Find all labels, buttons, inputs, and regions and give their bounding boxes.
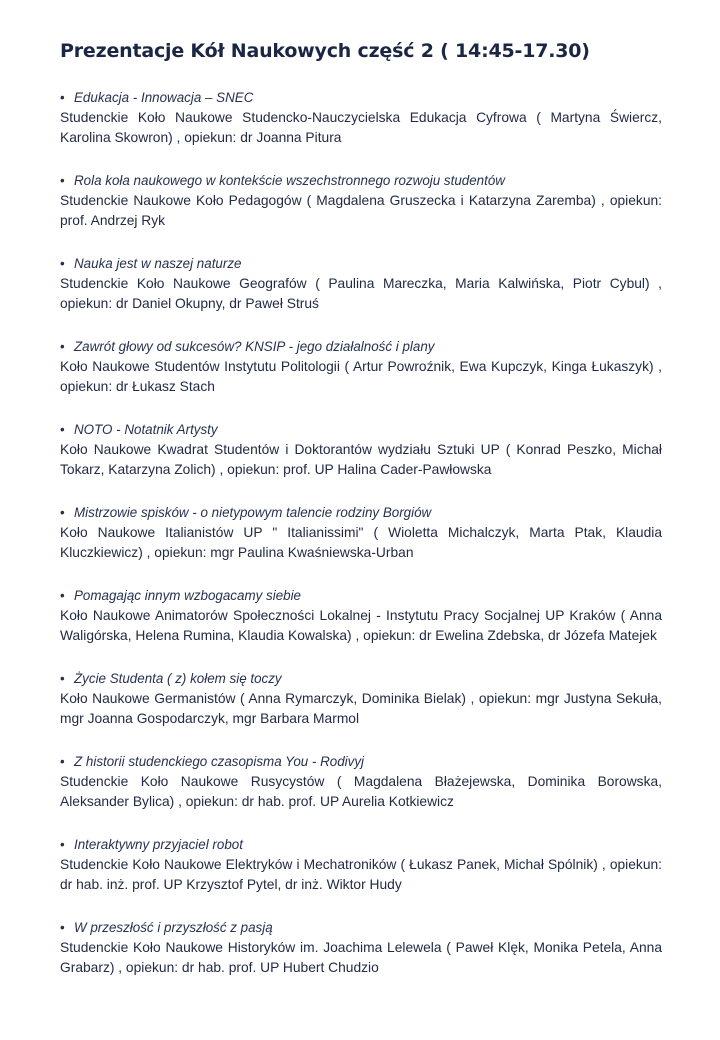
- presentation-topic-text: W przeszłość i przyszłość z pasją: [74, 920, 273, 935]
- presentation-item: [60, 752, 662, 812]
- presentation-item: [60, 254, 662, 314]
- presentation-item: [60, 669, 662, 729]
- bullet-icon: •: [60, 256, 65, 271]
- presentation-item: [60, 337, 662, 397]
- document-page: [60, 40, 662, 1001]
- presentation-description: Studenckie Koło Naukowe Geografów ( Paulina Mareczka, Maria Kalwińska, Piotr Cybul) , opiekun: dr Daniel Okupny, dr Paweł Struś: [60, 276, 662, 311]
- bullet-icon: •: [60, 754, 65, 769]
- presentation-topic: [60, 586, 662, 606]
- presentation-description: Koło Naukowe Germanistów ( Anna Rymarczyk, Dominika Bielak) , opiekun: mgr Justyna Sekuła, mgr Joanna Gospodarczyk, mgr Barbara Marmol: [60, 691, 662, 726]
- page-title: Prezentacje Kół Naukowych część 2 ( 14:45-17.30): [60, 40, 590, 62]
- presentation-topic-text: Mistrzowie spisków - o nietypowym talencie rodziny Borgiów: [74, 505, 432, 520]
- presentation-topic: [60, 752, 662, 772]
- presentation-item: [60, 88, 662, 148]
- presentation-item: [60, 586, 662, 646]
- presentation-description: Studenckie Koło Naukowe Rusycystów ( Magdalena Błażejewska, Dominika Borowska, Aleksander Bylica) , opiekun: dr hab. prof. UP Aurelia Kotkiewicz: [60, 774, 662, 809]
- presentation-description: Koło Naukowe Studentów Instytutu Politologii ( Artur Powroźnik, Ewa Kupczyk, Kinga Łukaszyk) , opiekun: dr Łukasz Stach: [60, 359, 662, 394]
- presentation-item: [60, 420, 662, 480]
- presentation-item: [60, 503, 662, 563]
- presentation-topic-text: NOTO - Notatnik Artysty: [74, 422, 218, 437]
- presentation-topic: [60, 669, 662, 689]
- presentation-description: Koło Naukowe Italianistów UP " Italianissimi" ( Wioletta Michalczyk, Marta Ptak, Klaudia Kluczkiewicz) , opiekun: mgr Paulina Kwaśniewska-Urban: [60, 525, 662, 560]
- presentation-topic-text: Nauka jest w naszej naturze: [74, 256, 242, 271]
- presentation-topic-text: Rola koła naukowego w kontekście wszechstronnego rozwoju studentów: [74, 173, 505, 188]
- presentation-item: [60, 835, 662, 895]
- bullet-icon: •: [60, 339, 65, 354]
- presentation-topic-text: Edukacja - Innowacja – SNEC: [74, 90, 254, 105]
- presentation-topic: [60, 420, 662, 440]
- presentation-topic-text: Życie Studenta ( z) kołem się toczy: [74, 671, 282, 686]
- presentation-item: [60, 171, 662, 231]
- presentation-topic: [60, 171, 662, 191]
- presentation-description: Koło Naukowe Kwadrat Studentów i Doktorantów wydziału Sztuki UP ( Konrad Peszko, Michał Tokarz, Katarzyna Zolich) , opiekun: prof. UP Halina Cader-Pawłowska: [60, 442, 662, 477]
- presentation-topic-text: Interaktywny przyjaciel robot: [74, 837, 243, 852]
- presentation-description: Studenckie Naukowe Koło Pedagogów ( Magdalena Gruszecka i Katarzyna Zaremba) , opiekun: prof. Andrzej Ryk: [60, 193, 662, 228]
- bullet-icon: •: [60, 588, 65, 603]
- presentation-topic: [60, 503, 662, 523]
- presentation-topic: [60, 835, 662, 855]
- bullet-icon: •: [60, 173, 65, 188]
- presentation-topic-text: Z historii studenckiego czasopisma You - Rodivyj: [74, 754, 365, 769]
- presentation-description: Studenckie Koło Naukowe Studencko-Nauczycielska Edukacja Cyfrowa ( Martyna Świercz, Karolina Skowron) , opiekun: dr Joanna Pitura: [60, 110, 662, 145]
- bullet-icon: •: [60, 505, 65, 520]
- bullet-icon: •: [60, 671, 65, 686]
- presentation-description: Koło Naukowe Animatorów Społeczności Lokalnej - Instytutu Pracy Socjalnej UP Kraków ( Anna Waligórska, Helena Rumina, Klaudia Kowalska) , opiekun: dr Ewelina Zdebska, dr Józefa Matejek: [60, 608, 662, 643]
- presentation-description: Studenckie Koło Naukowe Historyków im. Joachima Lelewela ( Paweł Klęk, Monika Petela, Anna Grabarz) , opiekun: dr hab. prof. UP Hubert Chudzio: [60, 940, 662, 975]
- presentation-topic: [60, 918, 662, 938]
- presentation-item: [60, 918, 662, 978]
- presentation-topic-text: Pomagając innym wzbogacamy siebie: [74, 588, 302, 603]
- presentation-topic: [60, 337, 662, 357]
- presentation-description: Studenckie Koło Naukowe Elektryków i Mechatroników ( Łukasz Panek, Michał Spólnik) , opiekun: dr hab. inż. prof. UP Krzysztof Pytel, dr inż. Wiktor Hudy: [60, 857, 662, 892]
- bullet-icon: •: [60, 90, 65, 105]
- presentation-list: [60, 88, 662, 978]
- bullet-icon: •: [60, 920, 65, 935]
- bullet-icon: •: [60, 422, 65, 437]
- presentation-topic: [60, 254, 662, 274]
- bullet-icon: •: [60, 837, 65, 852]
- presentation-topic-text: Zawrót głowy od sukcesów? KNSIP - jego działalność i plany: [74, 339, 435, 354]
- presentation-topic: [60, 88, 662, 108]
